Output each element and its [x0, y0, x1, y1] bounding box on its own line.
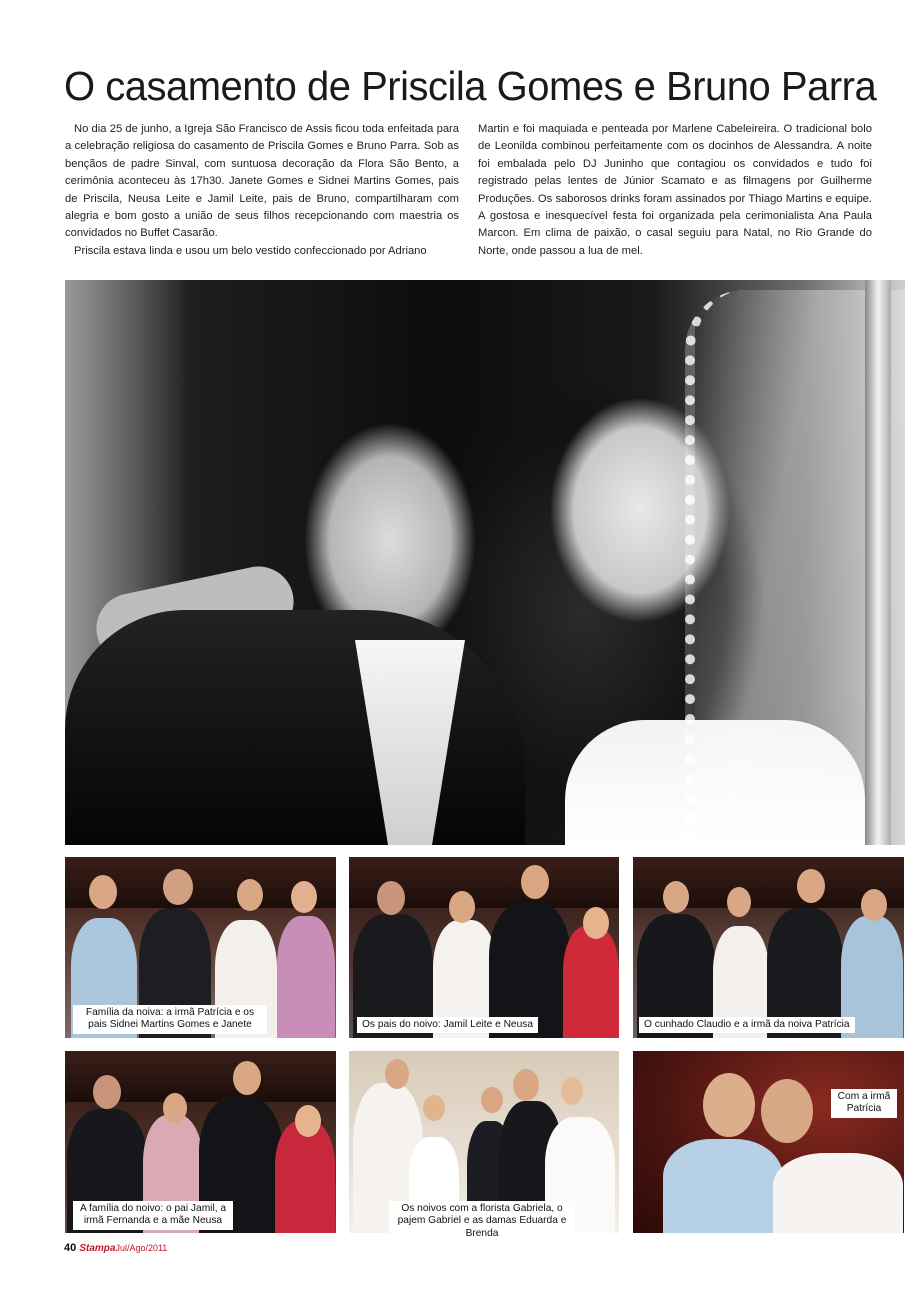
photo-head-shape	[861, 889, 887, 921]
photo-head-shape	[797, 869, 825, 903]
photo-head-shape	[93, 1075, 121, 1109]
article-title: O casamento de Priscila Gomes e Bruno Parra	[64, 63, 877, 109]
photo-head-shape	[377, 881, 405, 915]
photo-head-shape	[663, 881, 689, 913]
photo-groom-family	[65, 1051, 336, 1233]
photo-head-shape	[583, 907, 609, 939]
photo-head-shape	[481, 1087, 503, 1113]
article-column-right	[478, 121, 872, 260]
photo-head-shape	[291, 881, 317, 913]
photo-groom-parents	[349, 857, 619, 1038]
photo-head-shape	[727, 887, 751, 917]
photo-couple-with-children	[349, 1051, 619, 1239]
article-paragraph: No dia 25 de junho, a Igreja São Francisco de Assis ficou toda enfeitada para a celebração religiosa do casamento de Priscila Gomes e Bruno Parra. Sob as bençãos de padre Sinval, com suntuosa decoração da Flora São Bento, a cerimônia aconteceu às 17h30. Janete Gomes e Sidnei Martins Gomes, pais de Priscila, Neusa Leite e Jamil Leite, pais de Bruno, compartilharam com alegria e bom gosto a união de seus filhos recepcionando com maestria os convidados no Buffet Casarão.	[65, 123, 459, 240]
photo-head-shape	[561, 1077, 583, 1105]
photo-caption: Família da noiva: a irmã Patrícia e os pais Sidnei Martins Gomes e Janete	[73, 1005, 267, 1034]
photo-head-shape	[761, 1079, 813, 1143]
photo-head-shape	[163, 869, 193, 905]
page-footer	[64, 1240, 167, 1256]
photo-head-shape	[449, 891, 475, 923]
photo-head-shape	[295, 1105, 321, 1137]
photo-head-shape	[233, 1061, 261, 1095]
photo-pillar-shape	[865, 280, 891, 845]
photo-caption: Com a irmã Patrícia	[831, 1089, 897, 1118]
photo-head-shape	[89, 875, 117, 909]
photo-figure-shape	[563, 926, 619, 1038]
photo-head-shape	[423, 1095, 445, 1121]
photo-caption: A família do noivo: o pai Jamil, a irmã Fernanda e a mãe Neusa	[73, 1201, 233, 1230]
photo-head-shape	[513, 1069, 539, 1101]
photo-figure-shape	[277, 916, 335, 1038]
photo-head-shape	[163, 1093, 187, 1123]
photo-head-shape	[385, 1059, 409, 1089]
photo-caption: Os noivos com a florista Gabriela, o pajem Gabriel e as damas Eduarda e Brenda	[389, 1201, 575, 1242]
photo-head-shape	[237, 879, 263, 911]
photo-bride-with-sister	[633, 1051, 904, 1233]
issue-date: Jul/Ago/2011	[115, 1243, 168, 1253]
article-column-left	[65, 121, 459, 260]
photo-figure-shape	[275, 1121, 335, 1233]
magazine-brand: Stampa	[79, 1243, 116, 1254]
photo-figure-shape	[663, 1139, 783, 1233]
article-paragraph: Priscila estava linda e usou um belo vestido confeccionado por Adriano	[74, 244, 427, 257]
page-number: 40	[64, 1242, 77, 1254]
photo-head-shape	[521, 865, 549, 899]
photo-figure-shape	[773, 1153, 903, 1233]
article-paragraph: Martin e foi maquiada e penteada por Marlene Cabeleireira. O tradicional bolo de Leonilda combinou perfeitamente com os docinhos de Alessandra. A noite foi embalada pelo DJ Juninho que contagiou os convidados e tudo foi registrado pelas lentes de Júnior Scamato e as filmagens por Guilherme Produções. Os saborosos drinks foram assinados por Thiago Martins e equipe. A gostosa e inesquecível festa foi organizada pela cerimonialista Ana Paula Marcon. Em clima de paixão, o casal seguiu para Natal, no Rio Grande do Norte, onde passou a lua de mel.	[478, 123, 872, 257]
photo-caption: O cunhado Claudio e a irmã da noiva Patrícia	[639, 1017, 855, 1033]
photo-caption: Os pais do noivo: Jamil Leite e Neusa	[357, 1017, 538, 1033]
photo-bride-family	[65, 857, 336, 1038]
couple-main-photo	[65, 280, 905, 845]
photo-head-shape	[703, 1073, 755, 1137]
photo-brother-in-law-sister	[633, 857, 904, 1038]
